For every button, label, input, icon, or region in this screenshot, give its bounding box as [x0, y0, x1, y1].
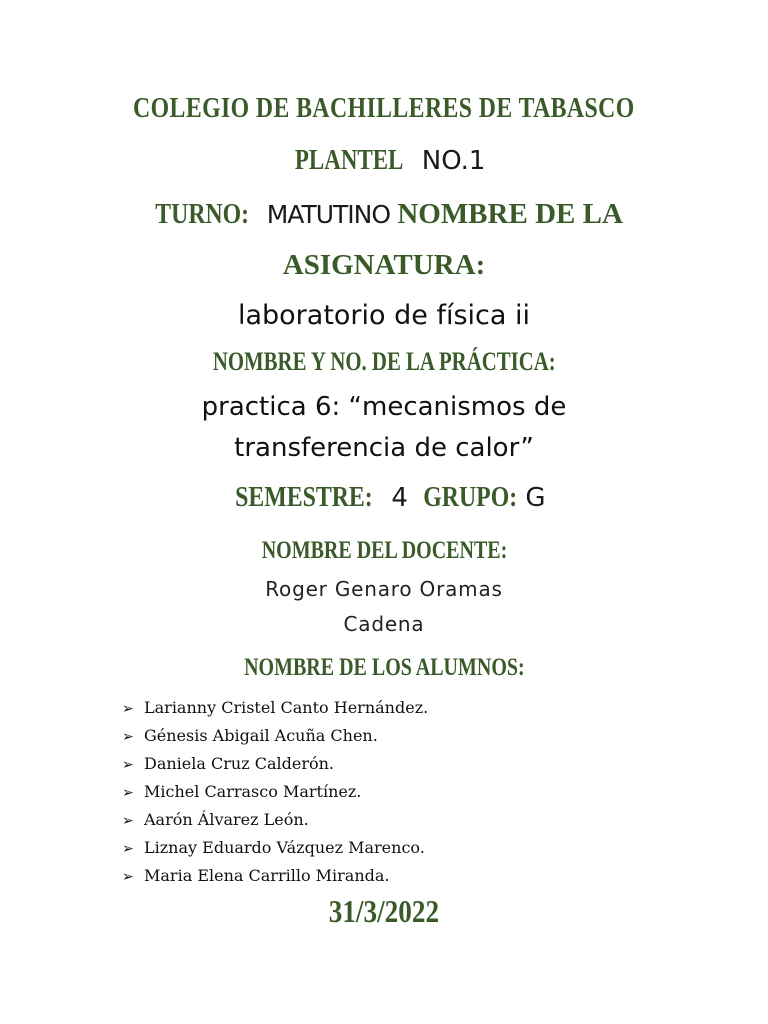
- arrow-bullet-icon: ➢: [122, 841, 134, 857]
- student-name: Liznay Eduardo Vázquez Marenco.: [144, 838, 425, 857]
- arrow-bullet-icon: ➢: [122, 757, 134, 773]
- school-name: [0, 92, 768, 125]
- teacher-name-line-2: [0, 612, 768, 636]
- plantel-label: PLANTEL: [294, 145, 403, 176]
- subject-name: [0, 300, 768, 331]
- semester-value: 4: [391, 483, 408, 513]
- asignatura-label-2-text: ASIGNATURA:: [282, 249, 486, 281]
- student-name: Larianny Cristel Canto Hernández.: [144, 698, 429, 717]
- teacher-label: [0, 537, 768, 565]
- arrow-bullet-icon: ➢: [122, 785, 134, 801]
- practice-title-line-2: [0, 433, 768, 463]
- arrow-bullet-icon: ➢: [122, 701, 134, 717]
- teacher-name-line-2-text: Cadena: [343, 612, 425, 636]
- arrow-bullet-icon: ➢: [122, 729, 134, 745]
- semester-label: SEMESTRE:: [234, 482, 373, 513]
- teacher-label-text: NOMBRE DEL DOCENTE:: [261, 537, 507, 564]
- plantel-value: NO.1: [421, 146, 486, 176]
- turno-line: [0, 198, 768, 231]
- date-text: 31/3/2022: [328, 893, 440, 929]
- arrow-bullet-icon: ➢: [122, 813, 134, 829]
- school-name-text: COLEGIO DE BACHILLERES DE TABASCO: [133, 92, 635, 124]
- student-name: Génesis Abigail Acuña Chen.: [144, 726, 378, 745]
- student-name: Aarón Álvarez León.: [144, 810, 309, 829]
- asignatura-label-2: [0, 249, 768, 282]
- list-item: [122, 806, 428, 834]
- list-item: [122, 862, 428, 890]
- date: [0, 893, 768, 930]
- practice-label-text: NOMBRE Y NO. DE LA PRÁCTICA:: [212, 347, 556, 376]
- list-item: [122, 834, 428, 862]
- students-label-text: NOMBRE DE LOS ALUMNOS:: [243, 654, 525, 681]
- practice-title-line-2-text: transferencia de calor”: [234, 433, 534, 463]
- turno-value: MATUTINO: [266, 200, 391, 229]
- students-label: [0, 654, 768, 682]
- group-value: G: [525, 483, 546, 513]
- teacher-name-line-1-text: Roger Genaro Oramas: [265, 577, 503, 601]
- asignatura-label-1: NOMBRE DE LA: [397, 198, 623, 230]
- teacher-name-line-1: [0, 577, 768, 601]
- semester-line: [0, 482, 768, 514]
- students-list: [122, 694, 428, 890]
- group-label: GRUPO:: [423, 482, 518, 513]
- student-name: Michel Carrasco Martínez.: [144, 782, 362, 801]
- practice-label: [0, 347, 768, 377]
- practice-title-line-1: [0, 392, 768, 422]
- list-item: [122, 750, 428, 778]
- list-item: [122, 778, 428, 806]
- plantel-line: [0, 145, 768, 177]
- list-item: [122, 694, 428, 722]
- student-name: Daniela Cruz Calderón.: [144, 754, 334, 773]
- subject-name-text: laboratorio de física ii: [237, 300, 531, 331]
- student-name: Maria Elena Carrillo Miranda.: [144, 866, 390, 885]
- turno-label: TURNO:: [155, 198, 250, 230]
- arrow-bullet-icon: ➢: [122, 869, 134, 885]
- practice-title-line-1-text: practica 6: “mecanismos de: [201, 392, 567, 422]
- list-item: [122, 722, 428, 750]
